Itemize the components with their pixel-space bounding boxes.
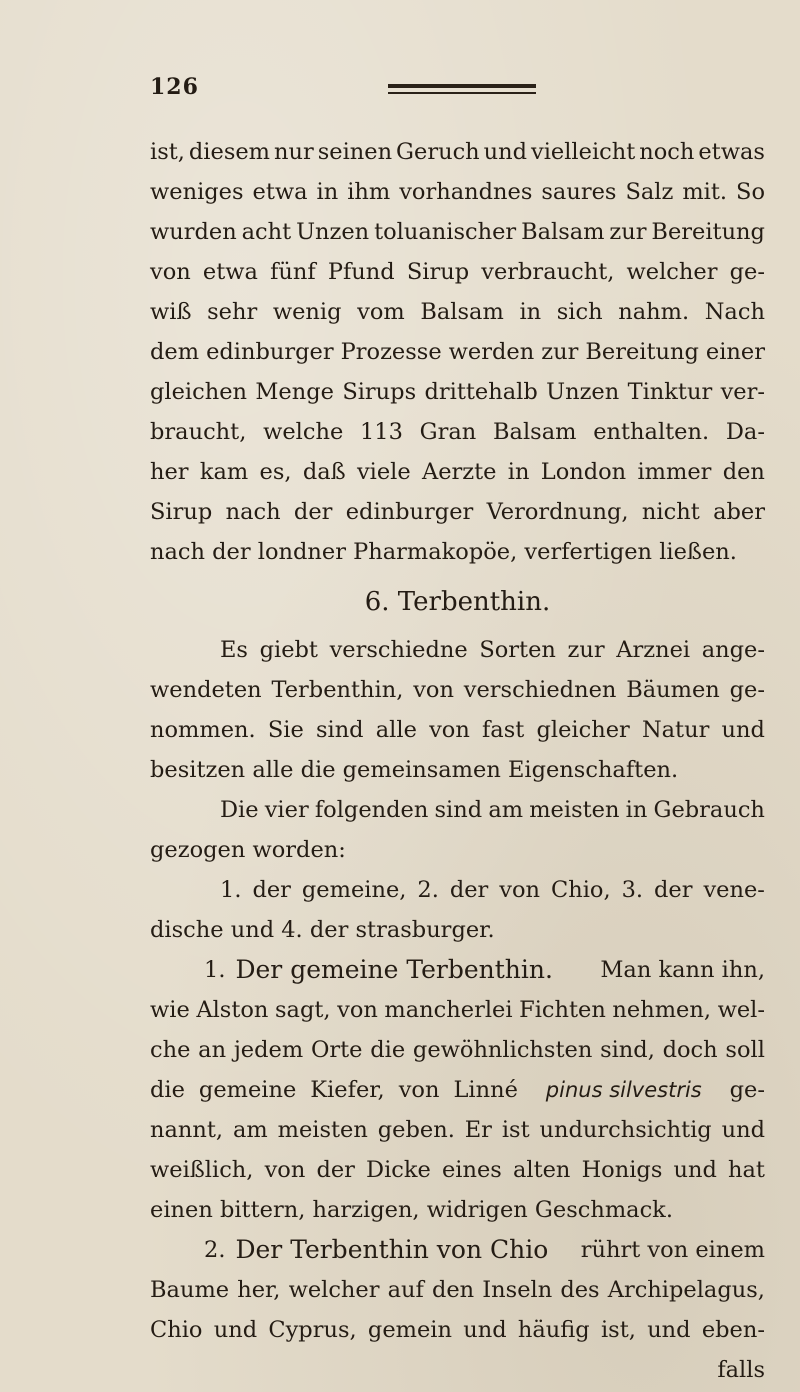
word: geben. [377,1117,455,1143]
word: Da- [725,419,765,445]
word: Terbenthin, [271,677,404,703]
word: zur [567,637,605,663]
text-line [150,830,765,870]
word: ange- [701,637,765,663]
word: dem [150,339,200,365]
word: meisten [277,1117,368,1143]
word: Fichten [519,997,606,1023]
word: Inseln [482,1277,553,1303]
word: gleicher [536,717,630,743]
paragraph-1 [150,132,765,532]
word: Natur [641,717,710,743]
word: meisten [529,797,620,823]
text-line [150,630,765,670]
text-line [150,950,765,990]
word: eben- [701,1317,765,1343]
header-rule [388,84,536,94]
word: acht [241,219,292,245]
word: von [413,677,454,703]
text-line [150,1150,765,1190]
latin-name: pinus silvestris [545,1078,702,1102]
word: Balsam [521,219,605,245]
word: Balsam [420,299,504,325]
word: nur [274,139,314,165]
text-line [150,1070,765,1110]
word: verbraucht, [481,259,615,285]
word: So [736,179,765,205]
word: Linné [453,1077,518,1103]
word: der [654,877,693,903]
text-line [150,532,765,572]
word: her [150,459,189,485]
catchword-line [150,1350,765,1390]
word: Geruch [396,139,480,165]
word: Cyprus, [268,1317,357,1343]
word: 2. [417,877,439,903]
word: gleichen [150,379,248,405]
word: gemeine, [301,877,407,903]
word: Sirup [406,259,470,285]
word: her, [237,1277,281,1303]
word: den [722,459,765,485]
text-line [150,790,765,830]
word: zur [609,219,647,245]
word: sind [434,797,483,823]
body-text [150,132,765,1390]
word: daß [302,459,346,485]
text-line [150,332,765,372]
item-title: Der Terbenthin von Chio [235,1235,549,1264]
word: und [483,139,528,165]
word: Aerzte [421,459,497,485]
word: ist [501,1117,530,1143]
word: von [429,717,470,743]
word: an [198,1037,227,1063]
word: welcher [626,259,718,285]
word: nehmen, [612,997,712,1023]
word: Baume [150,1277,230,1303]
section-heading: 6. Terbenthin. [364,587,551,617]
word: edinburger [206,339,334,365]
word: häufig [517,1317,590,1343]
word: der [293,499,333,525]
word: Gran [419,419,477,445]
text-line [150,910,765,950]
word: Pfund [327,259,395,285]
word: am [232,1117,268,1143]
text-line [150,670,765,710]
word: die [150,1077,185,1103]
word: Gebrauch [653,797,765,823]
word: eines [441,1157,502,1183]
paragraph-2 [150,670,765,750]
word: saures [541,179,617,205]
word: von [499,877,541,903]
word: alle [375,717,417,743]
text-line [150,372,765,412]
text-line [150,870,765,910]
word: den [431,1277,475,1303]
word: vene- [703,877,765,903]
word: ver- [720,379,765,405]
word: Prozesse [340,339,442,365]
word: vom [357,299,405,325]
text-line [150,710,765,750]
word: nicht [641,499,700,525]
word: wenig [272,299,342,325]
word: weniges [150,179,244,205]
text-line [150,1110,765,1150]
item-1-text [150,990,765,1070]
word: diesem [188,139,271,165]
word: enthalten. [593,419,710,445]
word: in [316,179,339,205]
word: ge- [729,677,765,703]
word: Salz [625,179,674,205]
word: vielleicht [531,139,636,165]
word: Archipelagus, [607,1277,765,1303]
word: mancherlei [384,997,513,1023]
word: Honigs [581,1157,663,1183]
text-line [150,252,765,292]
word: wiß [150,299,192,325]
word: Es [220,637,248,663]
word: einer [705,339,765,365]
word: ist, [600,1317,636,1343]
word: Verordnung, [486,499,629,525]
word: sehr [207,299,258,325]
word: giebt [259,637,318,663]
word: weißlich, [150,1157,254,1183]
line-text: nach der londner Pharmakopöe, verfertigen ließen. [150,539,737,565]
text-line [150,1190,765,1230]
word: und [721,717,765,743]
word: London [540,459,627,485]
word: wurden [150,219,237,245]
word: doch [662,1037,718,1063]
word: sind, [600,1037,655,1063]
word: etwa [202,259,258,285]
word: wie [150,997,190,1023]
line-text: einen bittern, harzigen, widrigen Geschmack. [150,1197,673,1223]
word: edinburger [345,499,474,525]
text-line [150,990,765,1030]
word: Menge [255,379,334,405]
word: Chio [150,1317,203,1343]
word: der [449,877,489,903]
word: von [398,1077,440,1103]
word: folgenden [314,797,429,823]
text-line [150,1030,765,1070]
catchword: falls [717,1357,765,1383]
word: kam [199,459,249,485]
word: etwas [698,139,765,165]
word: Bäumen [626,677,720,703]
page-number: 126 [150,74,199,100]
word: Sirups [342,379,417,405]
line-text: gezogen worden: [150,837,346,863]
word: 1. [220,877,242,903]
word: nannt, [150,1117,224,1143]
text-line [150,212,765,252]
word: welcher [288,1277,380,1303]
item-2-text [150,1270,765,1350]
word: Kiefer, [310,1077,385,1103]
word: zur [541,339,579,365]
word: sagt, [274,997,331,1023]
word: auf [387,1277,424,1303]
word: die [370,1037,406,1063]
word: viele [356,459,411,485]
word: hat [728,1157,765,1183]
word: in [625,797,648,823]
text-line [150,452,765,492]
item-number: 2. [204,1237,226,1263]
word: ist, [150,139,185,165]
word: Tinktur [627,379,713,405]
word: und [463,1317,507,1343]
text-line [150,132,765,172]
word: gemeine [198,1077,297,1103]
word: 3. [621,877,644,903]
word: verschiednen [463,677,617,703]
word: nahm. [618,299,690,325]
word: und [213,1317,258,1343]
word: fast [481,717,525,743]
word: wendeten [150,677,262,703]
text-line [150,1310,765,1350]
line-text: Man kann ihn, [600,957,765,983]
word: Chio, [551,877,611,903]
word: nommen. [150,717,256,743]
word: noch [639,139,695,165]
word: Balsam [493,419,577,445]
line-text: dische und 4. der strasburger. [150,917,495,943]
word: Arznei [616,637,691,663]
word: seinen [317,139,393,165]
word: aber [713,499,765,525]
word: mit. [682,179,728,205]
word: Alston [196,997,269,1023]
word: soll [725,1037,765,1063]
item-number: 1. [204,957,226,983]
word: jedem [233,1037,304,1063]
word: ge- [729,259,765,285]
word: che [150,1037,191,1063]
word: werden [448,339,535,365]
text-line [150,492,765,532]
word: ge- [729,1077,765,1103]
word: Unzen [546,379,620,405]
word: wel- [717,997,765,1023]
word: ihm [347,179,391,205]
word: vorhandnes [399,179,533,205]
word: etwa [252,179,308,205]
word: Sie [267,717,304,743]
word: sich [556,299,603,325]
word: Sirup [150,499,213,525]
text-line [150,172,765,212]
line-text: rührt von einem [580,1237,765,1263]
text-line [150,412,765,452]
text-line [150,292,765,332]
word: gewöhnlichsten [412,1037,593,1063]
word: Bereitung [651,219,765,245]
word: von [264,1157,306,1183]
word: Unzen [296,219,370,245]
word: alten [512,1157,571,1183]
word: und [647,1317,691,1343]
text-line [150,750,765,790]
word: welche [263,419,344,445]
word: fünf [270,259,316,285]
word: und [673,1157,717,1183]
word: in [507,459,530,485]
word: und [721,1117,765,1143]
text-line [150,1230,765,1270]
word: nach [225,499,281,525]
word: Die [220,797,259,823]
word: sind [315,717,364,743]
item-1-text-cont [150,1110,765,1190]
word: gemein [367,1317,452,1343]
word: Er [464,1117,492,1143]
word: Bereitung [585,339,699,365]
word: Nach [704,299,765,325]
word: der [316,1157,355,1183]
word: drittehalb [424,379,538,405]
word: toluanischer [374,219,517,245]
word: der [252,877,291,903]
word: immer [637,459,712,485]
item-title: Der gemeine Terbenthin. [235,955,553,984]
word: es, [259,459,292,485]
word: von [150,259,191,285]
word: des [560,1277,600,1303]
text-line [150,1270,765,1310]
word: Dicke [366,1157,431,1183]
word: in [519,299,542,325]
word: undurchsichtig [539,1117,712,1143]
word: braucht, [150,419,247,445]
line-text: besitzen alle die gemeinsamen Eigenschaften. [150,757,679,783]
word: verschiedne [329,637,468,663]
word: 113 [359,419,403,445]
word: Sorten [479,637,556,663]
word: von [337,997,378,1023]
word: vier [264,797,309,823]
word: Orte [310,1037,363,1063]
word: am [488,797,524,823]
